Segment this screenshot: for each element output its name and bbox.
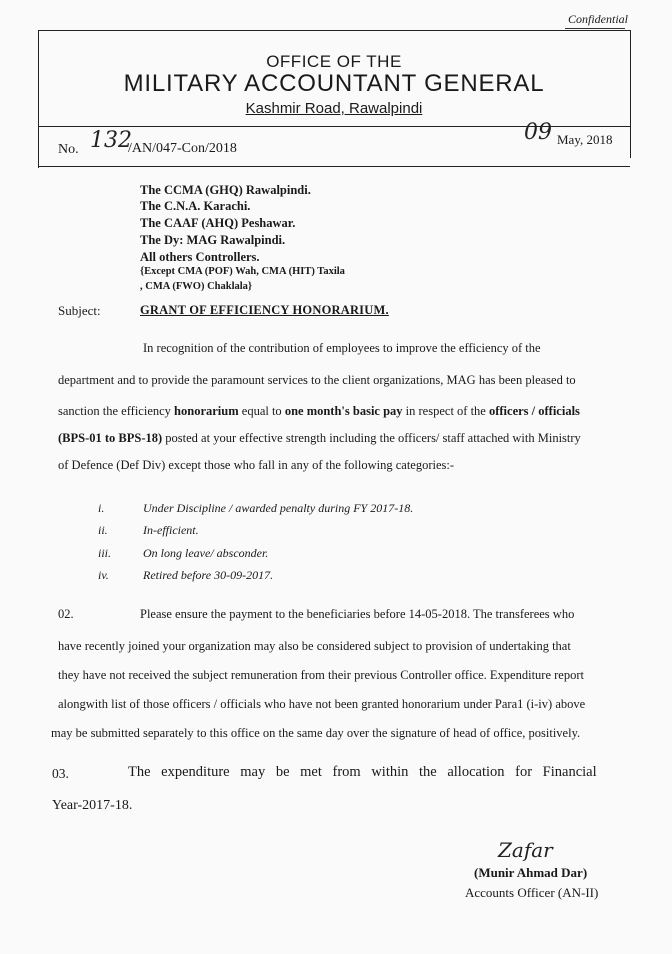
addressee-exception: , CMA (FWO) Chaklala} <box>140 281 253 292</box>
category-number: ii. <box>98 523 108 537</box>
subject-label: Subject: <box>58 303 101 318</box>
para3-number: 03. <box>52 766 69 781</box>
office-address: Kashmir Road, Rawalpindi <box>245 100 423 117</box>
category-text: In-efficient. <box>143 523 199 537</box>
organization-name: MILITARY ACCOUNTANT GENERAL <box>123 70 545 97</box>
para2-line: they have not received the subject remuneration from their previous Controller office. Expenditure report <box>58 668 584 682</box>
signature-scribble: Zafar <box>498 838 553 862</box>
para1-bold-text: (BPS-01 to BPS-18) <box>58 431 163 445</box>
header-box-left-border <box>38 30 39 168</box>
category-text: On long leave/ absconder. <box>143 546 269 560</box>
addressee-line: The C.N.A. Karachi. <box>140 199 251 213</box>
category-number: iii. <box>98 546 112 560</box>
para1-line: department and to provide the paramount services to the client organizations, MAG has been pleased to <box>58 373 576 387</box>
para3-line: Year-2017-18. <box>52 798 133 813</box>
header-box-top-border <box>38 30 630 31</box>
para1-bold-text: honorarium <box>174 404 239 418</box>
para2-line: alongwith list of those officers / officials who have not been granted honorarium under Para1 (i-iv) above <box>58 697 586 711</box>
category-text: Under Discipline / awarded penalty during FY 2017-18. <box>143 501 414 515</box>
category-number: i. <box>98 501 105 515</box>
office-of-heading: OFFICE OF THE <box>266 52 402 71</box>
para1-text: in respect of the <box>402 404 489 418</box>
ref-handwritten-number: 132 <box>90 128 132 153</box>
ref-code: /AN/047-Con/2018 <box>128 141 237 156</box>
para1-text: posted at your effective strength including the officers/ staff attached with Ministry <box>162 431 581 445</box>
confidential-underline <box>565 28 625 29</box>
para1-text: equal to <box>238 404 285 418</box>
para1-bold-text: one month's basic pay <box>284 404 403 418</box>
ref-no-label: No. <box>58 142 79 157</box>
para2-number: 02. <box>58 607 74 621</box>
date-text: May, 2018 <box>557 132 613 147</box>
para1-text: sanction the efficiency <box>58 404 175 418</box>
para1-line: In recognition of the contribution of employees to improve the efficiency of the <box>143 341 541 355</box>
para2-line: Please ensure the payment to the beneficiaries before 14-05-2018. The transferees who <box>140 607 575 621</box>
category-number: iv. <box>98 568 109 582</box>
para1-line: of Defence (Def Div) except those who fall in any of the following categories:- <box>58 458 455 472</box>
confidential-mark: Confidential <box>568 12 628 26</box>
para1-line <box>58 404 580 419</box>
header-box-bottom-border <box>38 166 630 167</box>
signatory-name: (Munir Ahmad Dar) <box>474 865 588 880</box>
subject-text: GRANT OF EFFICIENCY HONORARIUM. <box>140 303 389 317</box>
addressee-line: The CAAF (AHQ) Peshawar. <box>140 216 296 230</box>
addressee-line: The Dy: MAG Rawalpindi. <box>140 233 286 247</box>
addressee-line: The CCMA (GHQ) Rawalpindi. <box>140 183 311 197</box>
category-text: Retired before 30-09-2017. <box>143 568 274 582</box>
para2-line: have recently joined your organization may also be considered subject to provision of undertaking that <box>58 639 571 653</box>
addressee-line: All others Controllers. <box>140 250 260 264</box>
para1-bold-text: officers / officials <box>488 404 580 418</box>
para2-line: may be submitted separately to this office on the same day over the signature of head of office, positively. <box>51 726 581 740</box>
date-handwritten-day: 09 <box>524 120 552 145</box>
signatory-title: Accounts Officer (AN-II) <box>465 885 599 900</box>
header-box-right-border <box>630 30 631 158</box>
para1-line <box>58 431 581 446</box>
para3-line: The expenditure may be met from within the allocation for Financial <box>128 764 597 780</box>
addressee-exception: {Except CMA (POF) Wah, CMA (HIT) Taxila <box>140 266 345 277</box>
